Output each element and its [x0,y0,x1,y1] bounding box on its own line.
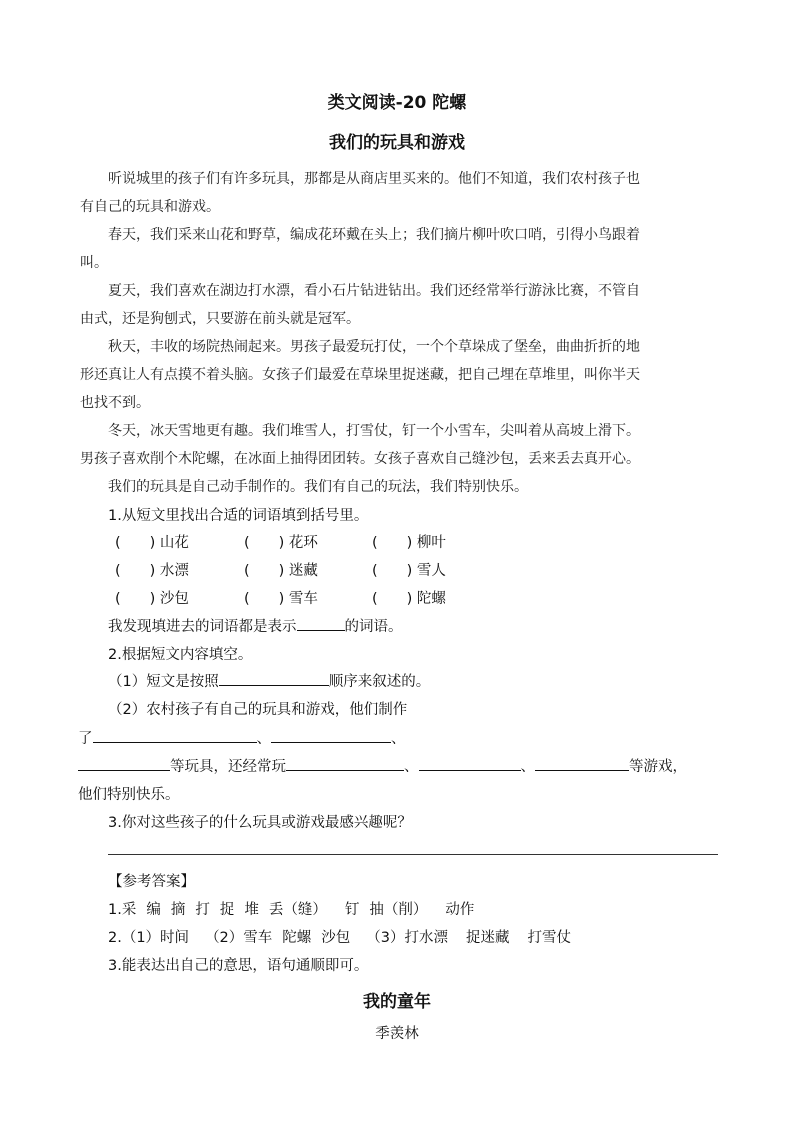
answer-word: 打 [195,902,210,918]
answer-3: 3.能表达出自己的意思，语句通顺即可。 [108,958,369,974]
passage-line: 也找不到。 [80,395,150,411]
fill-bracket-item[interactable]: ( ) 水漂 [115,563,189,579]
separator: 、 [520,759,535,775]
question-2-sub2-line2 [78,727,406,748]
sub1-text-pre: （1）短文是按照 [108,674,219,690]
answer-1 [108,898,484,919]
answer-blank[interactable] [297,616,345,631]
answer-word: 抽（削） [369,902,428,918]
passage-line: 冬天，冰天雪地更有趣。我们堆雪人，打雪仗，钉一个小雪车，尖叫着从高坡上滑下。 [108,423,640,439]
passage-line: 秋天，丰收的场院热闹起来。男孩子最爱玩打仗，一个个草垛成了堡垒，曲曲折折的地 [108,339,640,355]
separator: 、 [391,731,406,747]
answer-word: 摘 [170,902,186,918]
sub2-text-mid: 等玩具，还经常玩 [170,759,286,775]
answer-blank[interactable] [93,728,257,743]
answer-word: 动作 [445,902,475,918]
separator: 、 [404,759,419,775]
question-2-sub2-line4: 他们特别快乐。 [78,787,180,803]
answer-word: 堆 [244,902,259,918]
answers-heading: 【参考答案】 [108,874,195,890]
passage-line: 由式，还是狗刨式，只要游在前头就是冠军。 [80,311,360,327]
answer-blank[interactable] [286,756,404,771]
answer-word: 打雪仗 [527,930,572,946]
question-1-finding [108,615,403,636]
fill-bracket-item[interactable]: ( ) 沙包 [115,591,189,607]
answer-2 [108,926,581,947]
answer-word: 2.（1）时间 [108,930,190,946]
question-1-prompt: 1.从短文里找出合适的词语填到括号里。 [108,508,369,524]
passage-line: 叫。 [80,255,108,271]
next-passage-title: 我的童年 [363,992,431,1012]
fill-bracket-item[interactable]: ( ) 雪车 [244,591,318,607]
answer-word: 编 [146,902,161,918]
question-3-prompt: 3.你对这些孩子的什么玩具或游戏最感兴趣呢？ [108,815,412,831]
answer-line[interactable] [108,854,718,855]
passage-title: 我们的玩具和游戏 [329,133,465,153]
finding-text-pre: 我发现填进去的词语都是表示 [108,619,297,635]
fill-bracket-item[interactable]: ( ) 雪人 [372,563,446,579]
fill-bracket-item[interactable]: ( ) 柳叶 [372,535,446,551]
sub2-text-pre: 了 [78,731,93,747]
answer-word: （2）雪车 [205,930,273,946]
question-2-sub2-line1: （2）农村孩子有自己的玩具和游戏，他们制作 [108,702,408,718]
answer-word: 捉迷藏 [466,930,510,946]
passage-line: 春天，我们采来山花和野草，编成花环戴在头上；我们摘片柳叶吹口哨，引得小鸟跟着 [108,227,640,243]
answer-blank[interactable] [78,756,170,771]
answer-word: 钉 [344,902,360,918]
question-2-sub2-line3 [78,755,687,776]
question-2-prompt: 2.根据短文内容填空。 [108,647,253,663]
fill-bracket-item[interactable]: ( ) 迷藏 [244,563,318,579]
passage-line: 听说城里的孩子们有许多玩具，那都是从商店里买来的。他们不知道，我们农村孩子也 [108,171,640,187]
worksheet-title: 类文阅读-20 陀螺 [327,93,467,113]
answer-blank[interactable] [271,728,391,743]
fill-bracket-item[interactable]: ( ) 花环 [244,535,318,551]
sub1-text-post: 顺序来叙述的。 [328,674,431,690]
answer-word: （3）打水漂 [366,930,449,946]
fill-bracket-item[interactable]: ( ) 陀螺 [372,591,446,607]
answer-blank[interactable] [219,671,329,686]
answer-word: 沙包 [321,930,351,946]
answer-word: 1.采 [108,902,137,918]
passage-line: 形还真让人有点摸不着头脑。女孩子们最爱在草垛里捉迷藏，把自己埋在草堆里，叫你半天 [80,367,640,383]
passage-line: 男孩子喜欢削个木陀螺，在冰面上抽得团团转。女孩子喜欢自己缝沙包，丢来丢去真开心。 [80,451,640,467]
passage-line: 有自己的玩具和游戏。 [80,199,220,215]
finding-text-post: 的词语。 [344,619,403,635]
answer-word: 捉 [219,902,235,918]
answer-word: 丢（缝） [268,902,327,918]
answer-word: 陀螺 [282,930,312,946]
separator: 、 [256,731,271,747]
question-2-sub1 [108,670,430,691]
fill-bracket-item[interactable]: ( ) 山花 [115,535,189,551]
passage-line: 夏天，我们喜欢在湖边打水漂，看小石片钻进钻出。我们还经常举行游泳比赛，不管自 [108,283,640,299]
answer-blank[interactable] [419,756,521,771]
passage-line: 我们的玩具是自己动手制作的。我们有自己的玩法，我们特别快乐。 [108,479,528,495]
next-passage-author: 季羡林 [375,1026,419,1042]
sub2-text-end: 等游戏， [629,759,687,775]
answer-blank[interactable] [535,756,629,771]
